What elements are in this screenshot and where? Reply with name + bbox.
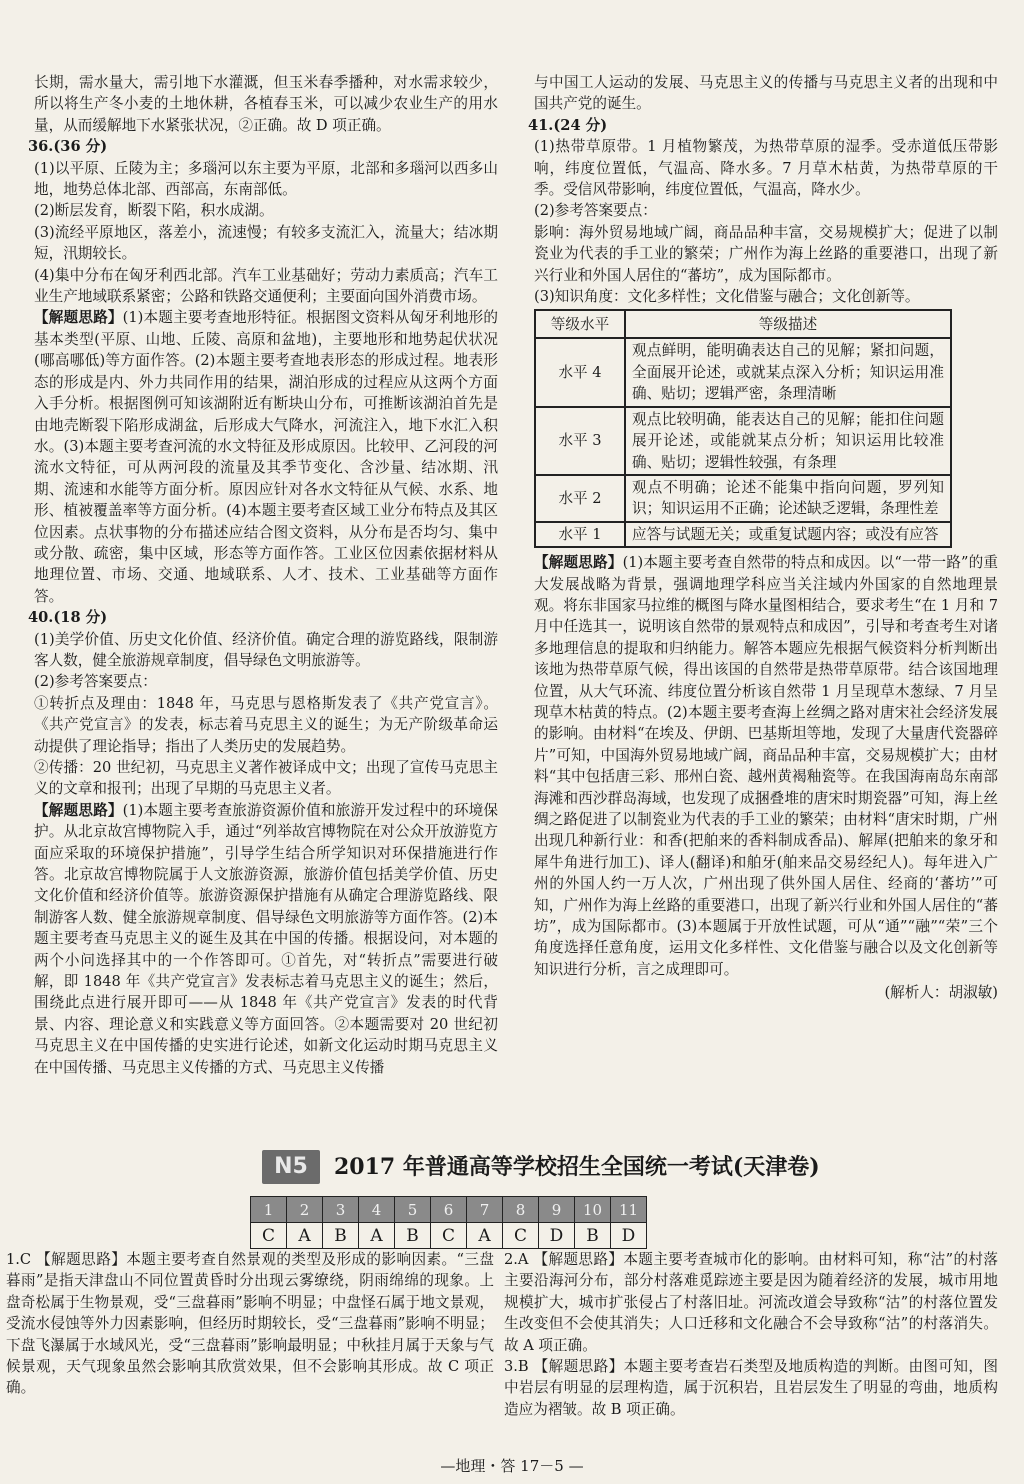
answer-explanation-3: 3.B 【解题思路】本题主要考查岩石类型及地质构造的判断。由图可知，图中岩层有明显的层理构造，属于沉积岩，且岩层发生了明显的弯曲，地质构造应为褶皱。故 B 项正确。 (504, 1358, 998, 1418)
answer-explanation-2: 2.A 【解题思路】本题主要考查城市化的影响。由材料可知，称“沽”的村落主要沿海河分布，部分村落难觅踪迹主要是因为随着经济的发展，城市用地规模扩大，城市扩张侵占了村落旧址。河流改道会导致称“沽”的村落位置发生改变但不会使其消失；人口迁移和文化融合不会导致称“沽”的村落消失。故 A 项正确。 (504, 1251, 998, 1354)
answer-key-table (250, 1196, 647, 1249)
bottom-left-column (6, 1249, 494, 1399)
answer-letter: A (359, 1223, 395, 1249)
page-footer: —地理・答 17－5 — (440, 1457, 584, 1475)
q36-tag: 【解题思路】 (34, 309, 123, 327)
section-title: 2017 年普通高等学校招生全国统一考试(天津卷) (334, 1154, 820, 1180)
question-number: 8 (503, 1197, 539, 1223)
grading-desc: 观点鲜明，能明确表达自己的见解；紧扣问题，全面展开论述，或就某点深入分析；知识运用准确、贴切；逻辑严密，条理清晰 (625, 338, 951, 406)
paragraph-continued: 长期，需水量大，需引地下水灌溉，但玉米春季播种，对水需求较少，所以将生产冬小麦的土地休耕，各植春玉米，可以减少农业生产的用水量，从而缓解地下水紧张状况，②正确。故 D 项正确。 (34, 74, 498, 134)
question-number: 11 (611, 1197, 647, 1223)
question-41-heading: 41.(24 分) (528, 116, 608, 134)
q41-answer-1: (1)热带草原带。1 月植物繁茂，为热带草原的湿季。受赤道低压带影响，纬度位置低，气温高、降水多。7 月草木枯黄，为热带草原的干季。受信风带影响，纬度位置低，气温高，降水少。 (534, 138, 998, 199)
q40-explanation (28, 800, 498, 1078)
bottom-right-column (504, 1249, 998, 1420)
grading-table (534, 309, 952, 548)
q40-answer-2: (2)参考答案要点： (34, 673, 157, 691)
answer-letter: A (467, 1223, 503, 1249)
q40-tag: 【解题思路】 (34, 801, 123, 819)
grading-header-desc: 等级描述 (625, 310, 951, 338)
grading-level: 水平 4 (535, 338, 625, 406)
q36-answer-2: (2)断层发育，断裂下陷，积水成湖。 (34, 202, 274, 220)
answer-letter: B (575, 1223, 611, 1249)
grading-desc: 观点不明确；论述不能集中指向问题，罗列知识；知识运用不正确；论述缺乏逻辑，条理性差 (625, 475, 951, 522)
answer-letter: A (287, 1223, 323, 1249)
q41-answer-2: (2)参考答案要点： (534, 202, 657, 220)
q36-answer-3: (3)流经平原地区，落差小，流速慢；有较多支流汇入，流量大；结冰期短，汛期较长。 (34, 223, 498, 263)
q36-explanation (28, 307, 498, 607)
q36-answer-4: (4)集中分布在匈牙利西北部。汽车工业基础好；劳动力素质高；汽车工业生产地域联系紧密；公路和铁路交通便利；主要面向国外消费市场。 (34, 266, 498, 306)
q41-answer-4: (3)知识角度：文化多样性；文化借鉴与融合；文化创新等。 (534, 288, 920, 306)
grading-table-header (535, 310, 951, 338)
table-row (535, 338, 951, 406)
left-column (28, 72, 498, 1078)
q40-answer-1: (1)美学价值、历史文化价值、经济价值。确定合理的游览路线，限制游客人数，健全旅游规章制度，倡导绿色文明旅游等。 (34, 630, 498, 669)
table-row (535, 522, 951, 547)
q36-answer-1: (1)以平原、丘陵为主；多瑙河以东主要为平原，北部和多瑙河以西多山地，地势总体北部、西部高，东南部低。 (34, 159, 498, 199)
q41-tag: 【解题思路】 (534, 554, 623, 572)
question-number: 1 (251, 1197, 287, 1223)
right-column (528, 72, 998, 1004)
grading-desc: 观点比较明确，能表达自己的见解；能扣住问题展开论述，或能就某点分析；知识运用比较准确、贴切；逻辑性较强，有条理 (625, 407, 951, 475)
section-header (262, 1150, 822, 1186)
grading-level: 水平 3 (535, 407, 625, 475)
question-number: 5 (395, 1197, 431, 1223)
answer-key-numbers (251, 1197, 647, 1223)
question-number: 2 (287, 1197, 323, 1223)
question-number: 4 (359, 1197, 395, 1223)
question-number: 3 (323, 1197, 359, 1223)
section-badge: N5 (262, 1150, 320, 1184)
grading-level: 水平 2 (535, 475, 625, 522)
q40-answer-4: ②传播：20 世纪初，马克思主义著作被译成中文；出现了宣传马克思主义的文章和报刊；出现了早期的马克思主义者。 (34, 759, 498, 798)
grading-header-level: 等级水平 (535, 310, 625, 338)
answer-key-answers (251, 1223, 647, 1249)
analyst-credit: (解析人：胡淑敏) (884, 984, 998, 1002)
answer-letter: B (395, 1223, 431, 1249)
question-number: 6 (431, 1197, 467, 1223)
answer-letter: D (611, 1223, 647, 1249)
answer-letter: C (431, 1223, 467, 1249)
question-40-heading: 40.(18 分) (28, 609, 108, 627)
table-row (535, 475, 951, 522)
q41-explanation-text: (1)本题主要考查自然带的特点和成因。以“一带一路”的重大发展战略为背景，强调地理学科应当关注域内外国家的自然地理景观。将东非国家马拉维的概图与降水量图相结合，要求考生“在 1 月和 7 月中任选其一，说明该自然带的景观特点和成因”，引导和考查考生对诸多地理信息的提取和归纳能力。解答本题应先根据气候资料分析判断出该地为热带草原气候，得出该国的自然带是热带草原带。结合该国地理位置，从大气环流、纬度位置分析该自然带 1 月呈现草木葱绿、7 月呈现草木枯黄的特点。(2)本题主要考查海上丝绸之路对唐宋社会经济发展的影响。由材料“在埃及、伊朗、巴基斯坦等地，发现了大量唐代瓷器碎片”可知，中国海外贸易地域广阔，商品品种丰富，交易规模扩大；由材料“其中包括唐三彩、邢州白瓷、越州黄褐釉瓷等。在我国海南岛东南部海滩和西沙群岛海域，也发现了成捆叠堆的唐宋时期瓷器”可知，海上丝绸之路促进了以制瓷业为代表的手工业的繁荣；由材料“唐宋时期，广州出现几种新行业：和香(把舶来的香料制成香品)、解犀(把舶来的象牙和犀牛角进行加工)、译人(翻译)和舶牙(舶来品交易经纪人)。每年进入广州的外国人约一万人次，广州出现了供外国人居住、经商的‘蕃坊’”可知，广州作为海上丝路的重要港口，出现了新兴行业和外国人居住的“蕃坊”，成为国际都市。(3)本题属于开放性试题，可从“通”“融”“荣”三个角度选择任意角度，运用文化多样性、文化借鉴与融合以及文化创新等知识进行分析，言之成理即可。 (534, 554, 998, 978)
q36-explanation-text: (1)本题主要考查地形特征。根据图文资料从匈牙利地形的基本类型(平原、山地、丘陵、高原和盆地)，主要地形和地势起伏状况(哪高哪低)等方面作答。(2)本题主要考查地表形态的形成过程。地表形态的形成是内、外力共同作用的结果，湖泊形成的过程应从这两个方面入手分析。根据图例可知该湖附近有断块山分布，可推断该湖泊首先是由地壳断裂下陷形成湖盆，后形成大气降水，河流注入，地下水汇入积水。(3)本题主要考查河流的水文特征及形成原因。比较甲、乙河段的河流水文特征，可从两河段的流量及其季节变化、含沙量、结冰期、汛期、流速和水能等方面分析。原因应针对各水文特征从气候、水系、地形、植被覆盖率等方面分析。(4)本题主要考查区域工业分布特点及其区位因素。点状事物的分布描述应结合图文资料，从分布是否均匀、集中或分散、疏密，集中区域，形态等方面作答。工业区位因素依据材料从地理位置、市场、交通、地域联系、人才、技术、工业基础等方面作答。 (34, 309, 498, 605)
grading-level: 水平 1 (535, 522, 625, 547)
answer-letter: C (503, 1223, 539, 1249)
answer-letter: B (323, 1223, 359, 1249)
answer-letter: D (539, 1223, 575, 1249)
answer-explanation-1: 1.C 【解题思路】本题主要考查自然景观的类型及形成的影响因素。“三盘暮雨”是指天津盘山不同位置黄昏时分出现云雾缭绕，阴雨绵绵的现象。上盘奇松属于生物景观，受“三盘暮雨”影响不明显；中盘怪石属于地文景观，受流水侵蚀等外力因素影响，但经历时期较长，受“三盘暮雨”影响不明显；下盘飞瀑属于水域风光，受“三盘暮雨”影响最明显；中秋挂月属于天象与气候景观，天气现象虽然会影响其欣赏效果，但不会影响其形成。故 C 项正确。 (6, 1251, 494, 1397)
question-number: 10 (575, 1197, 611, 1223)
question-number: 7 (467, 1197, 503, 1223)
grading-desc: 应答与试题无关；或重复试题内容；或没有应答 (625, 522, 951, 547)
question-36-heading: 36.(36 分) (28, 138, 108, 156)
question-number: 9 (539, 1197, 575, 1223)
answer-letter: C (251, 1223, 287, 1249)
paragraph-continued-right: 与中国工人运动的发展、马克思主义的传播与马克思主义者的出现和中国共产党的诞生。 (534, 74, 998, 113)
q40-answer-3: ①转折点及理由：1848 年，马克思与恩格斯发表了《共产党宣言》。《共产党宣言》的发表，标志着马克思主义的诞生；为无产阶级革命运动提供了理论指导；指出了人类历史的发展趋势。 (34, 694, 498, 755)
q41-explanation (528, 552, 998, 980)
q40-explanation-text: (1)本题主要考查旅游资源价值和旅游开发过程中的环境保护。从北京故宫博物院入手，通过“列举故宫博物院在对公众开放游览方面应采取的环境保护措施”，引导学生结合所学知识对环保措施进行作答。北京故宫博物院属于人文旅游资源，旅游价值包括美学价值、历史文化价值和经济价值等。旅游资源保护措施有从确定合理游览路线、限制游客人数、健全旅游规章制度、倡导绿色文明旅游等方面作答。(2)本题主要考查马克思主义的诞生及其在中国的传播。根据设问，对本题的两个小问选择其中的一个作答即可。①首先，对“转折点”需要进行破解，即 1848 年《共产党宣言》发表标志着马克思主义的诞生；然后，围绕此点进行展开即可——从 1848 年《共产党宣言》发表的时代背景、内容、理论意义和实践意义等方面回答。②本题需要对 20 世纪初马克思主义在中国传播的史实进行论述，如新文化运动时期马克思主义在中国传播、马克思主义传播的方式、马克思主义传播 (34, 801, 498, 1076)
q41-answer-3: 影响：海外贸易地域广阔，商品品种丰富，交易规模扩大；促进了以制瓷业为代表的手工业的繁荣；广州作为海上丝路的重要港口，出现了新兴行业和外国人居住的“蕃坊”，成为国际都市。 (534, 223, 998, 284)
table-row (535, 407, 951, 475)
